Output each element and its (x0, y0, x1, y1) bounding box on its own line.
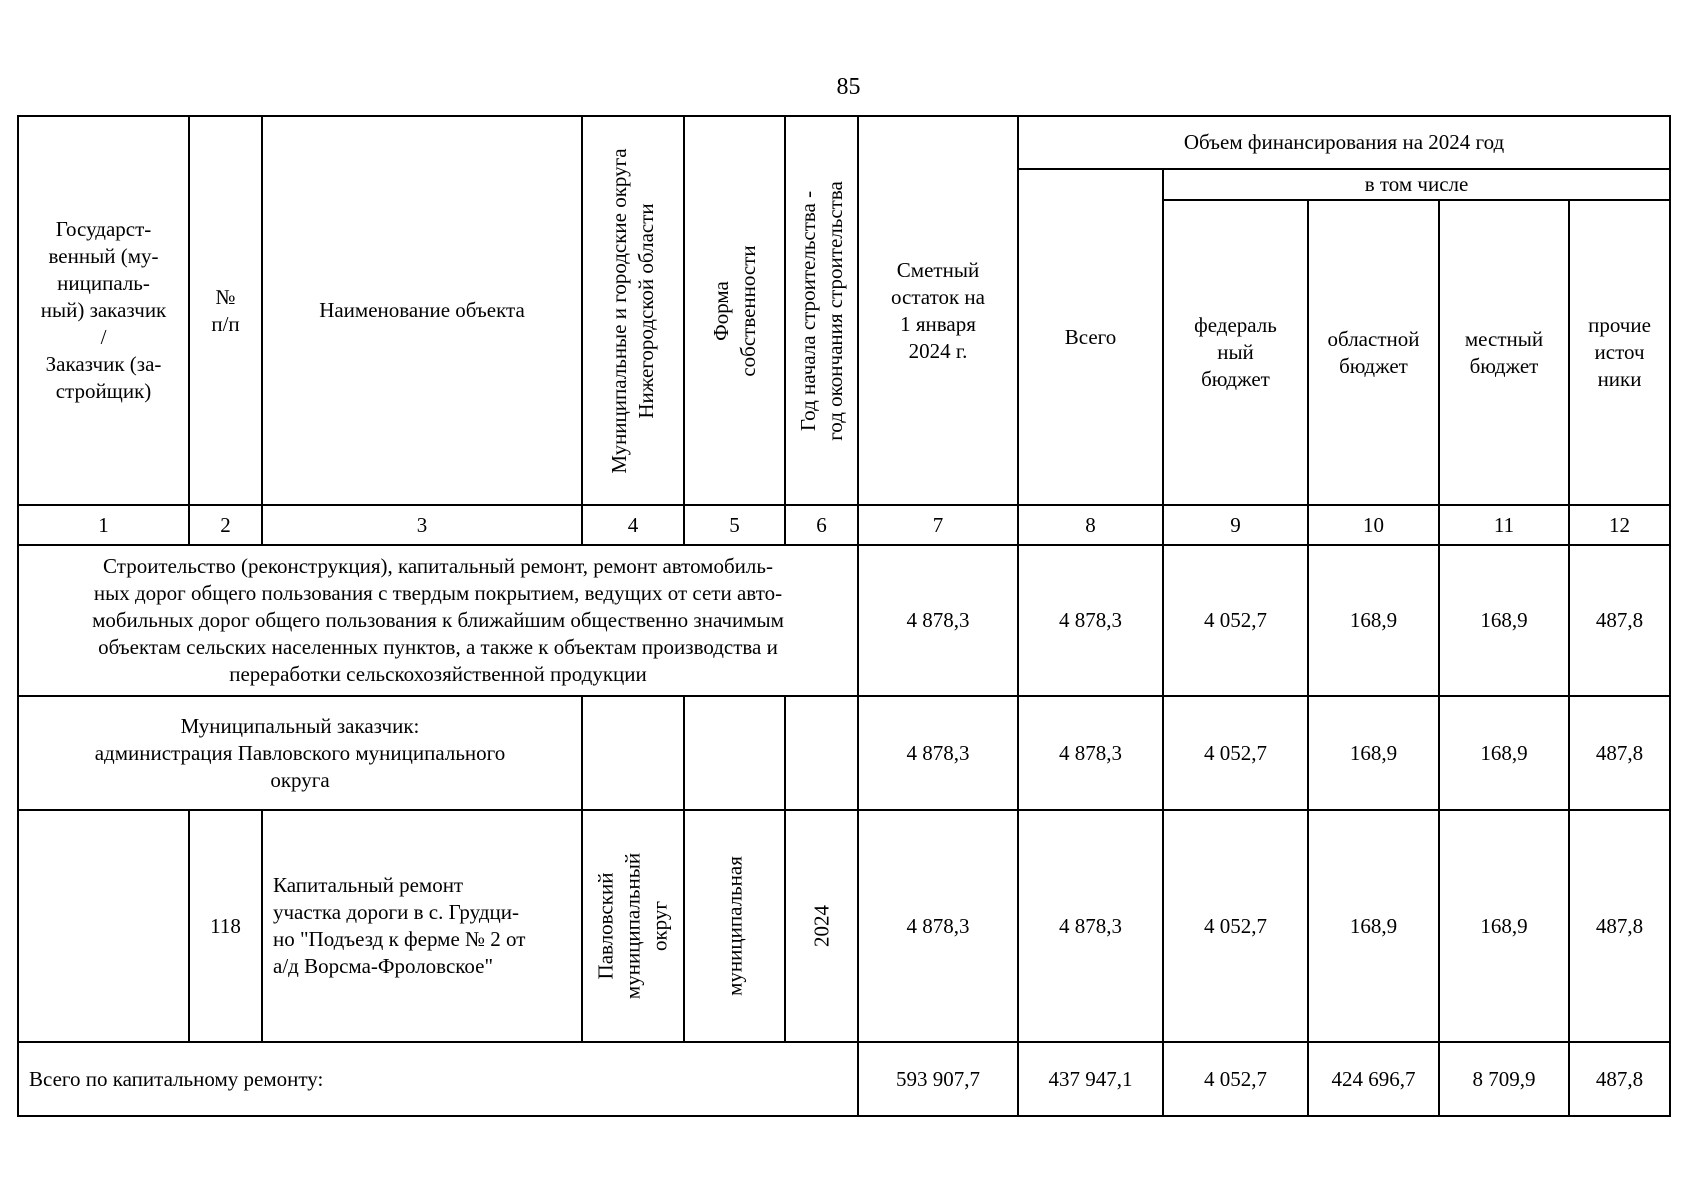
header-including: в том числе (1163, 169, 1670, 200)
page-number: 85 (836, 74, 861, 100)
object-estimate-balance: 4 878,3 (858, 810, 1018, 1042)
header-ownership: Форма собственности (684, 116, 785, 505)
column-number: 6 (785, 505, 858, 545)
total-local: 8 709,9 (1439, 1042, 1569, 1116)
total-label: Всего по капитальному ремонту: (18, 1042, 858, 1116)
customer-estimate-balance: 4 878,3 (858, 696, 1018, 810)
header-local: местный бюджет (1439, 200, 1569, 505)
column-number: 12 (1569, 505, 1670, 545)
header-other: прочие источ ники (1569, 200, 1670, 505)
object-number: 118 (189, 810, 262, 1042)
funding-table (17, 115, 1671, 1117)
header-district: Муниципальные и городские округа Нижегородской области (582, 116, 684, 505)
object-other: 487,8 (1569, 810, 1670, 1042)
column-number: 2 (189, 505, 262, 545)
header-regional: областной бюджет (1308, 200, 1439, 505)
section-local: 168,9 (1439, 545, 1569, 696)
section-row (18, 545, 1670, 696)
object-name: Капитальный ремонт участка дороги в с. Грудци- но "Подъезд к ферме № 2 от а/д Ворсма-Фроловское" (262, 810, 582, 1042)
header-federal: федераль ный бюджет (1163, 200, 1308, 505)
object-row (18, 810, 1670, 1042)
column-number: 4 (582, 505, 684, 545)
section-other: 487,8 (1569, 545, 1670, 696)
object-federal: 4 052,7 (1163, 810, 1308, 1042)
total-other: 487,8 (1569, 1042, 1670, 1116)
header-number: № п/п (189, 116, 262, 505)
customer-ownership-empty (684, 696, 785, 810)
customer-other: 487,8 (1569, 696, 1670, 810)
section-total: 4 878,3 (1018, 545, 1163, 696)
object-total: 4 878,3 (1018, 810, 1163, 1042)
header-funding-group: Объем финансирования на 2024 год (1018, 116, 1670, 169)
column-number: 7 (858, 505, 1018, 545)
section-title: Строительство (реконструкция), капитальный ремонт, ремонт автомобиль- ных дорог общего пользования с твердым покрытием, ведущих от сети авто- мобильных дорог общего пользования к ближайшим общественно значимым объектам сельских населенных пунктов, а также к объектам производства и переработки сельскохозяйственной продукции (18, 545, 858, 696)
header-customer: Государст- венный (му- ниципаль- ный) заказчик / Заказчик (за- стройщик) (18, 116, 189, 505)
column-number: 8 (1018, 505, 1163, 545)
customer-title: Муниципальный заказчик: администрация Павловского муниципального округа (18, 696, 582, 810)
header-total: Всего (1018, 169, 1163, 505)
column-number: 9 (1163, 505, 1308, 545)
customer-federal: 4 052,7 (1163, 696, 1308, 810)
total-federal: 4 052,7 (1163, 1042, 1308, 1116)
total-estimate-balance: 593 907,7 (858, 1042, 1018, 1116)
customer-local: 168,9 (1439, 696, 1569, 810)
object-year: 2024 (785, 810, 858, 1042)
customer-district-empty (582, 696, 684, 810)
header-years: Год начала строительства - год окончания строительства (785, 116, 858, 505)
section-estimate-balance: 4 878,3 (858, 545, 1018, 696)
section-federal: 4 052,7 (1163, 545, 1308, 696)
object-customer-empty (18, 810, 189, 1042)
total-row (18, 1042, 1670, 1116)
section-regional: 168,9 (1308, 545, 1439, 696)
column-number: 1 (18, 505, 189, 545)
column-number: 5 (684, 505, 785, 545)
customer-total: 4 878,3 (1018, 696, 1163, 810)
total-regional: 424 696,7 (1308, 1042, 1439, 1116)
object-local: 168,9 (1439, 810, 1569, 1042)
object-district: Павловский муниципальный округ (582, 810, 684, 1042)
object-ownership: муниципальная (684, 810, 785, 1042)
customer-regional: 168,9 (1308, 696, 1439, 810)
total-total: 437 947,1 (1018, 1042, 1163, 1116)
header-estimate-balance: Сметный остаток на 1 января 2024 г. (858, 116, 1018, 505)
customer-row (18, 696, 1670, 810)
header-object-name: Наименование объекта (262, 116, 582, 505)
column-number: 10 (1308, 505, 1439, 545)
customer-years-empty (785, 696, 858, 810)
column-number: 11 (1439, 505, 1569, 545)
object-regional: 168,9 (1308, 810, 1439, 1042)
column-number: 3 (262, 505, 582, 545)
column-numbers-row (18, 505, 1670, 545)
